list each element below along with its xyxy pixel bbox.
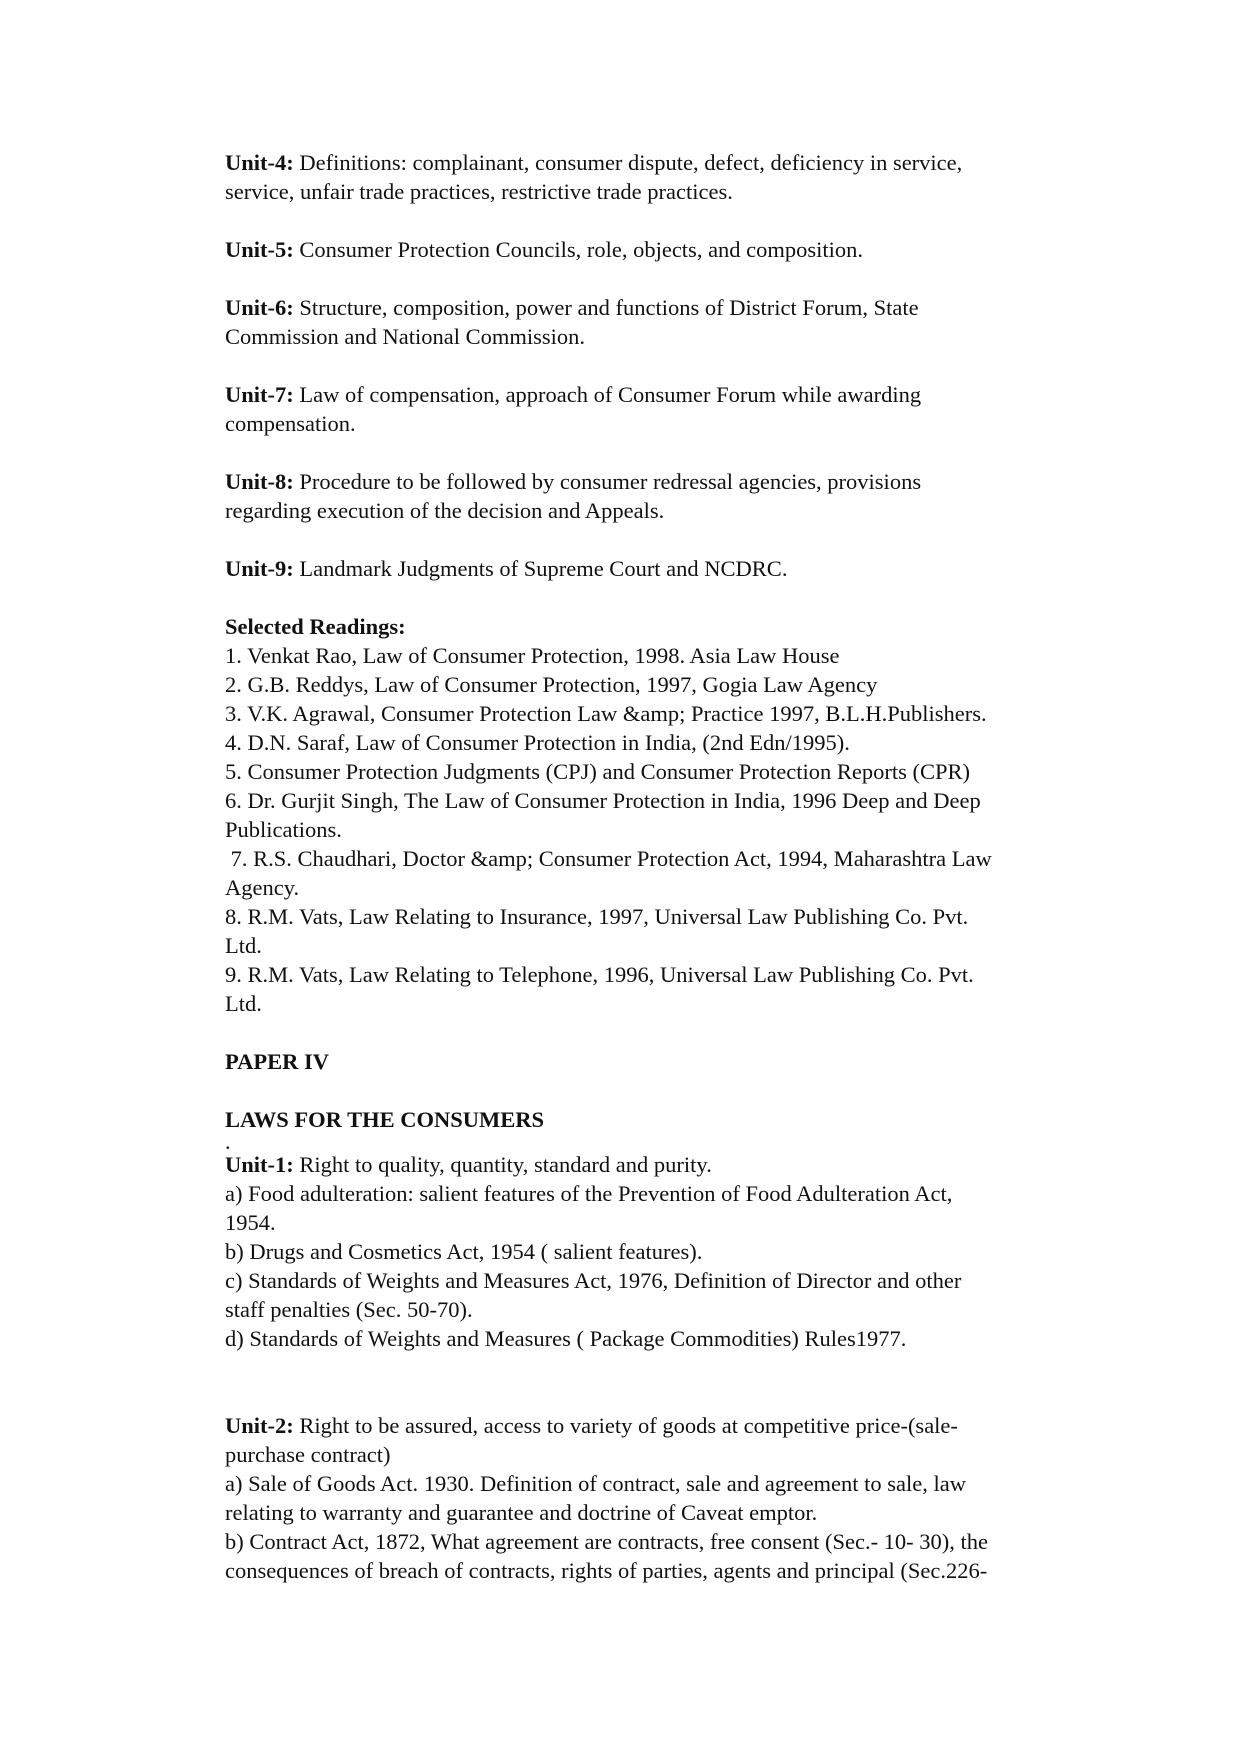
reading-line: Publications. xyxy=(225,817,342,842)
reading-line: 9. R.M. Vats, Law Relating to Telephone, 1996, Universal Law Publishing Co. Pvt. xyxy=(225,962,974,987)
paper-title: PAPER IV xyxy=(225,1049,329,1074)
unit-2-line: purchase contract) xyxy=(225,1442,391,1467)
unit-1-line: d) Standards of Weights and Measures ( Package Commodities) Rules1977. xyxy=(225,1326,907,1351)
unit-8-text-line-2: regarding execution of the decision and Appeals. xyxy=(225,498,665,523)
reading-line: 6. Dr. Gurjit Singh, The Law of Consumer Protection in India, 1996 Deep and Deep xyxy=(225,788,981,813)
unit-1-text-line-1: Right to quality, quantity, standard and purity. xyxy=(293,1152,712,1177)
reading-line: 4. D.N. Saraf, Law of Consumer Protection in India, (2nd Edn/1995). xyxy=(225,730,850,755)
unit-2-line: relating to warranty and guarantee and doctrine of Caveat emptor. xyxy=(225,1500,818,1525)
reading-line: 2. G.B. Reddys, Law of Consumer Protection, 1997, Gogia Law Agency xyxy=(225,672,878,697)
unit-2-line: a) Sale of Goods Act. 1930. Definition of contract, sale and agreement to sale, law xyxy=(225,1471,967,1496)
unit-6-text-line-2: Commission and National Commission. xyxy=(225,324,586,349)
selected-readings-heading: Selected Readings: xyxy=(225,614,406,639)
unit-7-paragraph xyxy=(225,380,1125,438)
unit-1-label: Unit-1: xyxy=(225,1152,294,1177)
reading-line: 7. R.S. Chaudhari, Doctor &amp; Consumer Protection Act, 1994, Maharashtra Law xyxy=(225,846,992,871)
unit-9-paragraph xyxy=(225,554,1125,583)
unit-6-label: Unit-6: xyxy=(225,295,294,320)
unit-2-line: consequences of breach of contracts, rights of parties, agents and principal (Sec.226- xyxy=(225,1558,988,1583)
reading-line: Agency. xyxy=(225,875,300,900)
selected-readings-section xyxy=(225,612,1125,1018)
unit-8-text-line-1: Procedure to be followed by consumer redressal agencies, provisions xyxy=(293,469,922,494)
unit-8-paragraph xyxy=(225,467,1125,525)
unit-1-line: a) Food adulteration: salient features of the Prevention of Food Adulteration Act, xyxy=(225,1181,953,1206)
unit-4-text-line-1: Definitions: complainant, consumer dispute, defect, deficiency in service, xyxy=(293,150,963,175)
document-content xyxy=(225,148,1125,1585)
unit-1-line: staff penalties (Sec. 50-70). xyxy=(225,1297,473,1322)
unit-4-paragraph xyxy=(225,148,1125,206)
paper-subtitle: LAWS FOR THE CONSUMERS . xyxy=(225,1105,1125,1150)
unit-4-label: Unit-4: xyxy=(225,150,294,175)
unit-9-label: Unit-9: xyxy=(225,556,294,581)
unit-1-line: 1954. xyxy=(225,1210,276,1235)
unit-5-paragraph xyxy=(225,235,1125,264)
unit-6-paragraph xyxy=(225,293,1125,351)
unit-5-text-line-1: Consumer Protection Councils, role, objects, and composition. xyxy=(293,237,864,262)
reading-line: Ltd. xyxy=(225,991,262,1016)
unit-7-label: Unit-7: xyxy=(225,382,294,407)
unit-2-label: Unit-2: xyxy=(225,1413,294,1438)
unit-1-line: c) Standards of Weights and Measures Act, 1976, Definition of Director and other xyxy=(225,1268,962,1293)
reading-line: 1. Venkat Rao, Law of Consumer Protection, 1998. Asia Law House xyxy=(225,643,840,668)
reading-line: Ltd. xyxy=(225,933,262,958)
unit-8-label: Unit-8: xyxy=(225,469,294,494)
unit-9-text-line-1: Landmark Judgments of Supreme Court and NCDRC. xyxy=(293,556,788,581)
separator-dot: . xyxy=(225,1129,231,1154)
unit-7-text-line-1: Law of compensation, approach of Consumer Forum while awarding xyxy=(293,382,922,407)
unit-2-paragraph xyxy=(225,1411,1125,1585)
unit-6-text-line-1: Structure, composition, power and functions of District Forum, State xyxy=(293,295,919,320)
reading-line: 5. Consumer Protection Judgments (CPJ) and Consumer Protection Reports (CPR) xyxy=(225,759,970,784)
reading-line: 3. V.K. Agrawal, Consumer Protection Law &amp; Practice 1997, B.L.H.Publishers. xyxy=(225,701,987,726)
unit-1-line: b) Drugs and Cosmetics Act, 1954 ( salient features). xyxy=(225,1239,703,1264)
unit-5-label: Unit-5: xyxy=(225,237,294,262)
unit-1-paragraph xyxy=(225,1150,1125,1353)
reading-line: 8. R.M. Vats, Law Relating to Insurance, 1997, Universal Law Publishing Co. Pvt. xyxy=(225,904,969,929)
unit-4-text-line-2: service, unfair trade practices, restrictive trade practices. xyxy=(225,179,733,204)
unit-2-line: b) Contract Act, 1872, What agreement are contracts, free consent (Sec.- 10- 30), the xyxy=(225,1529,989,1554)
unit-2-text-line-1: Right to be assured, access to variety of goods at competitive price-(sale- xyxy=(293,1413,958,1438)
unit-7-text-line-2: compensation. xyxy=(225,411,356,436)
